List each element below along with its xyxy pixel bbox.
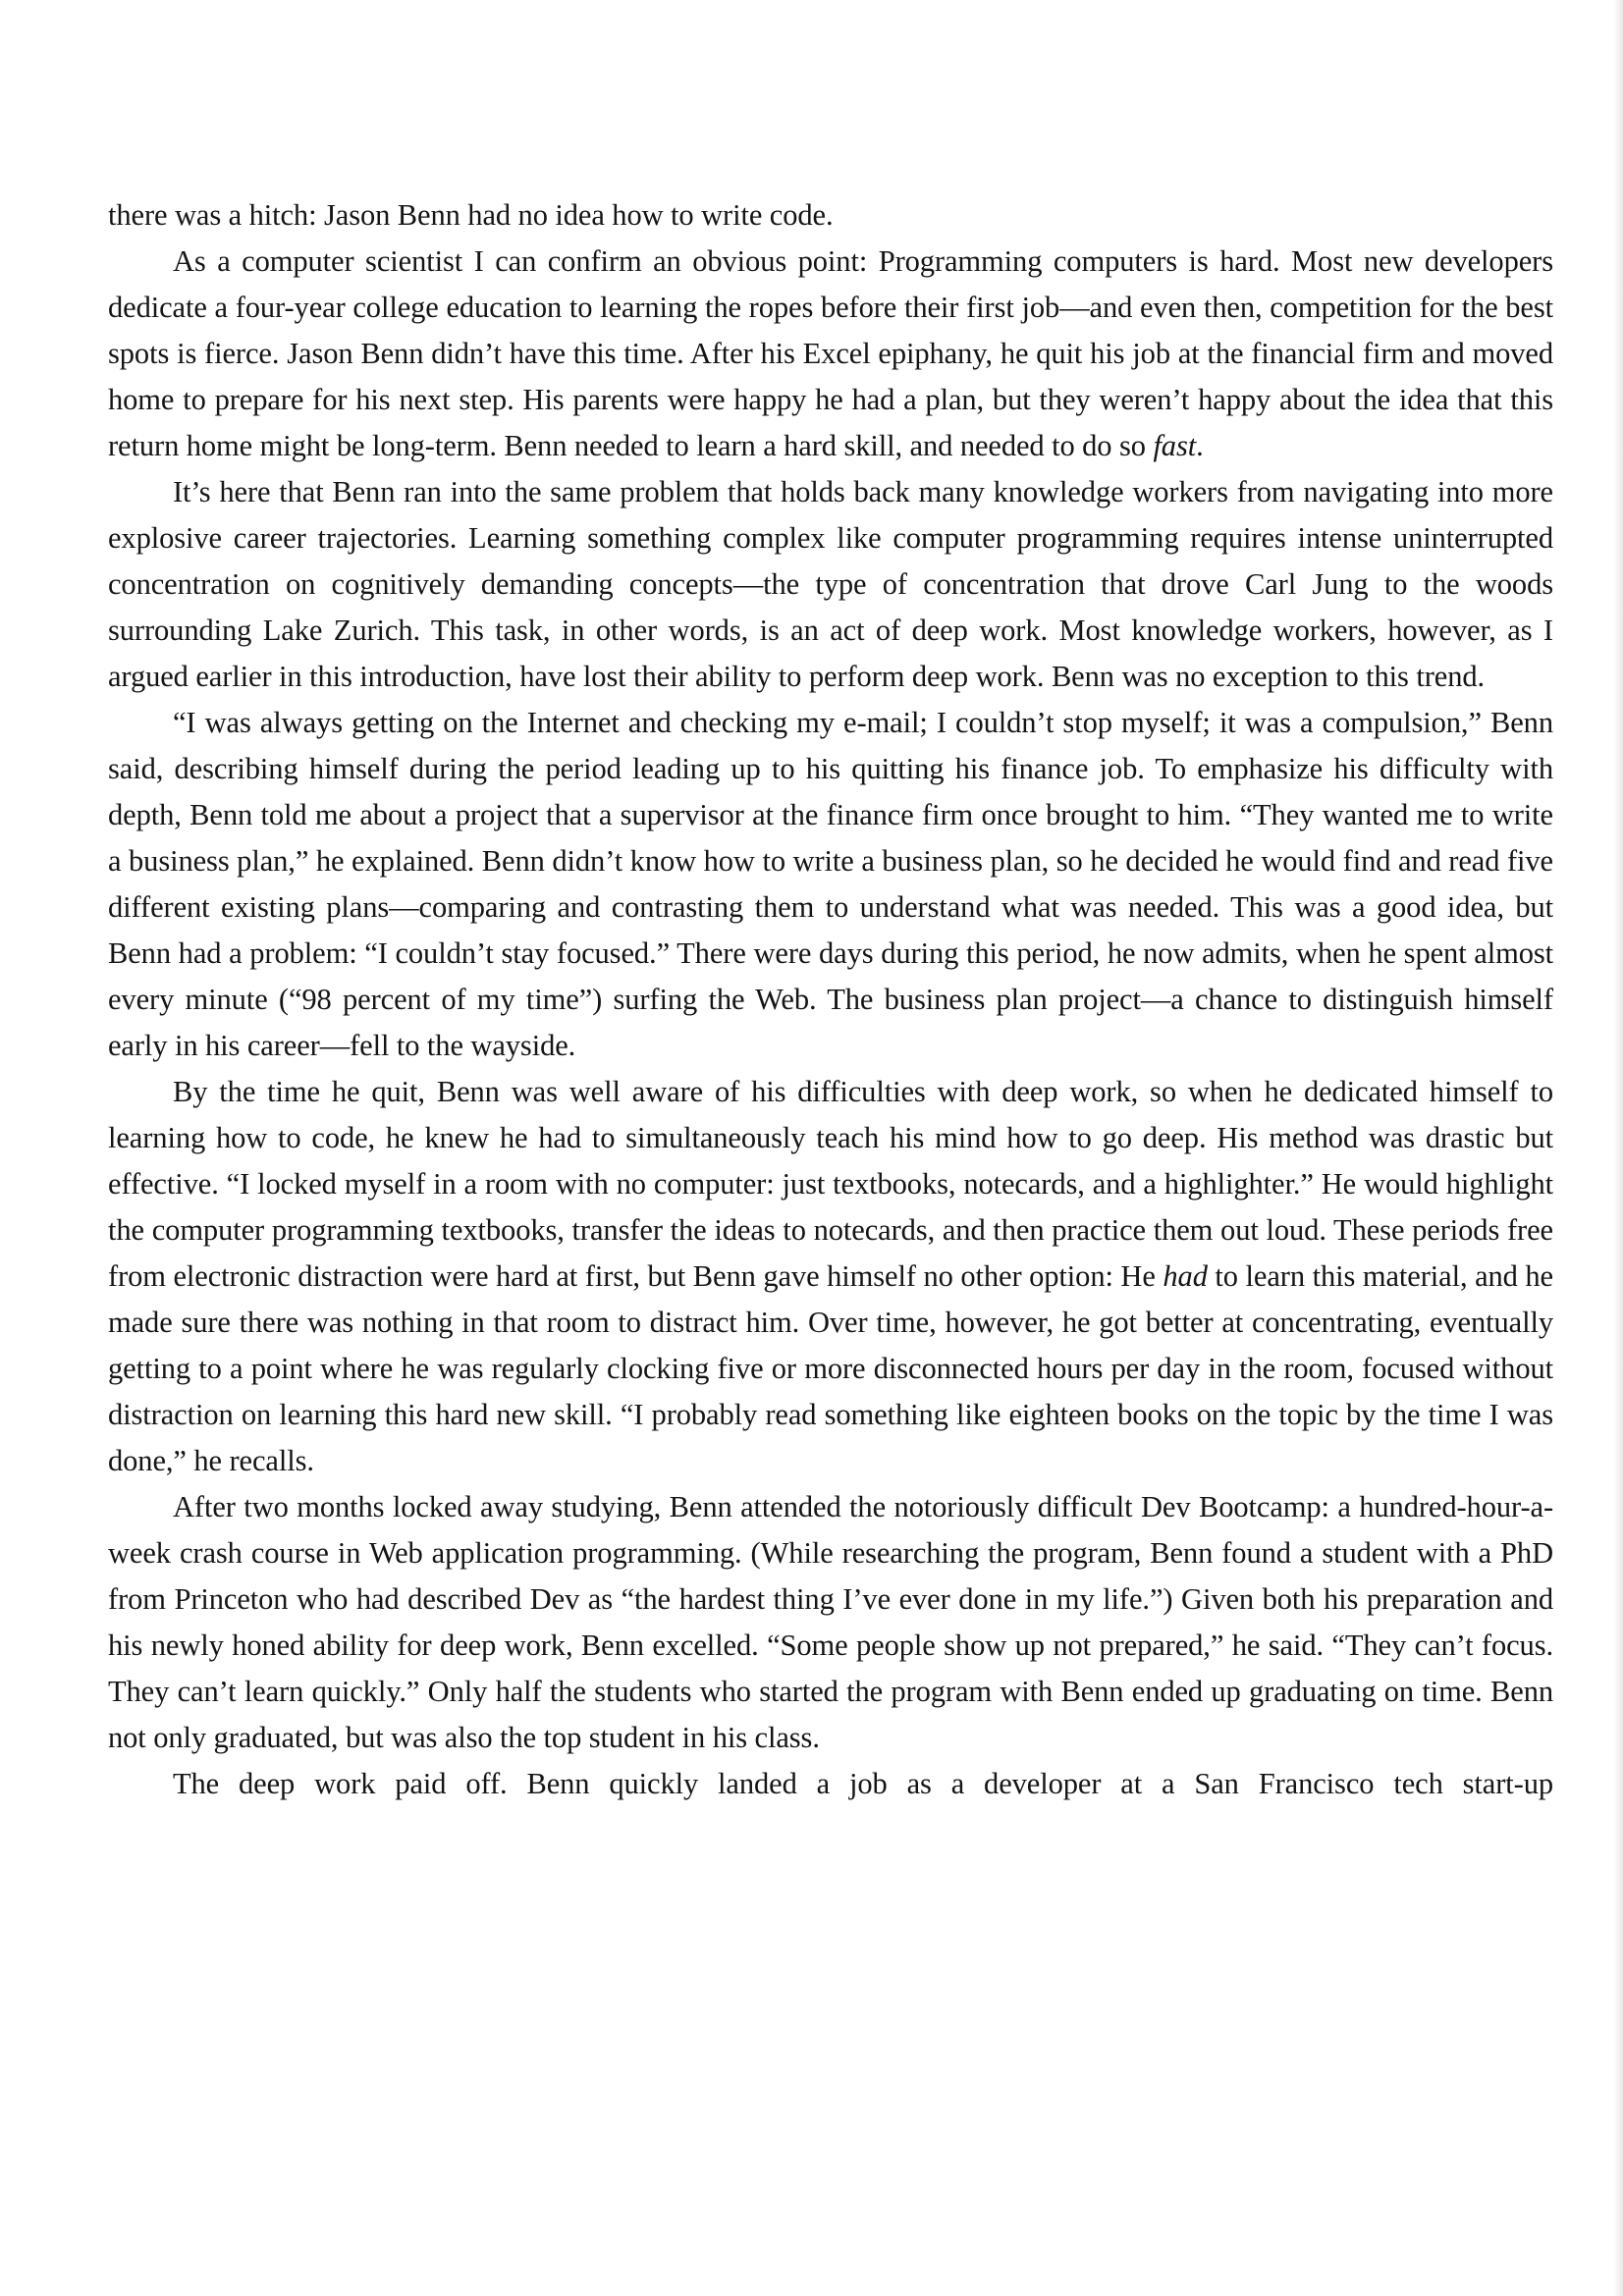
paragraph-3-text: It’s here that Benn ran into the same problem that holds back many knowledge workers from navigating into more explosive career trajectories. Learning something complex like computer programming requires intense uninterrupted concentration on cognitively demanding concepts—the type of concentration that drove Carl Jung to the woods surrounding Lake Zurich. This task, in other words, is an act of deep work. Most knowledge workers, however, as I argued earlier in this introduction, have lost their ability to perform deep work. Benn was no exception to this trend.	[108, 475, 1553, 693]
paragraph-5-text: By the time he quit, Benn was well aware of his difficulties with deep work, so when he dedicated himself to learning how to code, he knew he had to simultaneously teach his mind how to go deep. His method was drastic but effective. “I locked myself in a room with no computer: just textbooks, notecards, and a highlighter.” He would highlight the computer programming textbooks, transfer the ideas to notecards, and then practice them out loud. These periods free from electronic distraction were hard at first, but Benn gave himself no other option: He	[108, 1075, 1553, 1293]
paragraph-7-text: The deep work paid off. Benn quickly landed a job as a developer at a San Francisco tech start-up	[173, 1767, 1553, 1800]
paragraph-1-text: there was a hitch: Jason Benn had no idea how to write code.	[108, 198, 834, 232]
paragraph-3	[108, 469, 1553, 700]
emphasis-fast: fast	[1153, 429, 1197, 462]
paragraph-4-text: “I was always getting on the Internet and checking my e-mail; I couldn’t stop myself; it was a compulsion,” Benn said, describing himself during the period leading up to his quitting his finance job. To emphasize his difficulty with depth, Benn told me about a project that a supervisor at the finance firm once brought to him. “They wanted me to write a business plan,” he explained. Benn didn’t know how to write a business plan, so he decided he would find and read five different existing plans—comparing and contrasting them to understand what was needed. This was a good idea, but Benn had a problem: “I couldn’t stay focused.” There were days during this period, he now admits, when he spent almost every minute (“98 percent of my time”) surfing the Web. The business plan project—a chance to distinguish himself early in his career—fell to the wayside.	[108, 706, 1553, 1062]
paragraph-4	[108, 700, 1553, 1069]
paragraph-1	[108, 192, 1553, 239]
paragraph-6	[108, 1484, 1553, 1761]
paragraph-5-end: to learn this material, and he made sure there was nothing in that room to distract him. Over time, however, he got better at concentrating, eventually getting to a point where he was regularly clocking five or more disconnected hours per day in the room, focused without distraction on learning this hard new skill. “I probably read something like eighteen books on the topic by the time I was done,” he recalls.	[108, 1259, 1553, 1477]
scan-edge-shadow	[1613, 0, 1623, 2296]
emphasis-had: had	[1163, 1259, 1208, 1293]
page-text	[108, 192, 1553, 1807]
paragraph-7	[108, 1761, 1553, 1807]
paragraph-2	[108, 239, 1553, 469]
paragraph-2-end: .	[1196, 429, 1204, 462]
paragraph-5	[108, 1069, 1553, 1484]
paragraph-6-text: After two months locked away studying, Benn attended the notoriously difficult Dev Bootcamp: a hundred-hour-a-week crash course in Web application programming. (While researching the program, Benn found a student with a PhD from Princeton who had described Dev as “the hardest thing I’ve ever done in my life.”) Given both his preparation and his newly honed ability for deep work, Benn excelled. “Some people show up not prepared,” he said. “They can’t focus. They can’t learn quickly.” Only half the students who started the program with Benn ended up graduating on time. Benn not only graduated, but was also the top student in his class.	[108, 1490, 1553, 1754]
paragraph-2-text: As a computer scientist I can confirm an obvious point: Programming computers is hard. Most new developers dedicate a four-year college education to learning the ropes before their first job—and even then, competition for the best spots is fierce. Jason Benn didn’t have this time. After his Excel epiphany, he quit his job at the financial firm and moved home to prepare for his next step. His parents were happy he had a plan, but they weren’t happy about the idea that this return home might be long-term. Benn needed to learn a hard skill, and needed to do so	[108, 244, 1553, 462]
